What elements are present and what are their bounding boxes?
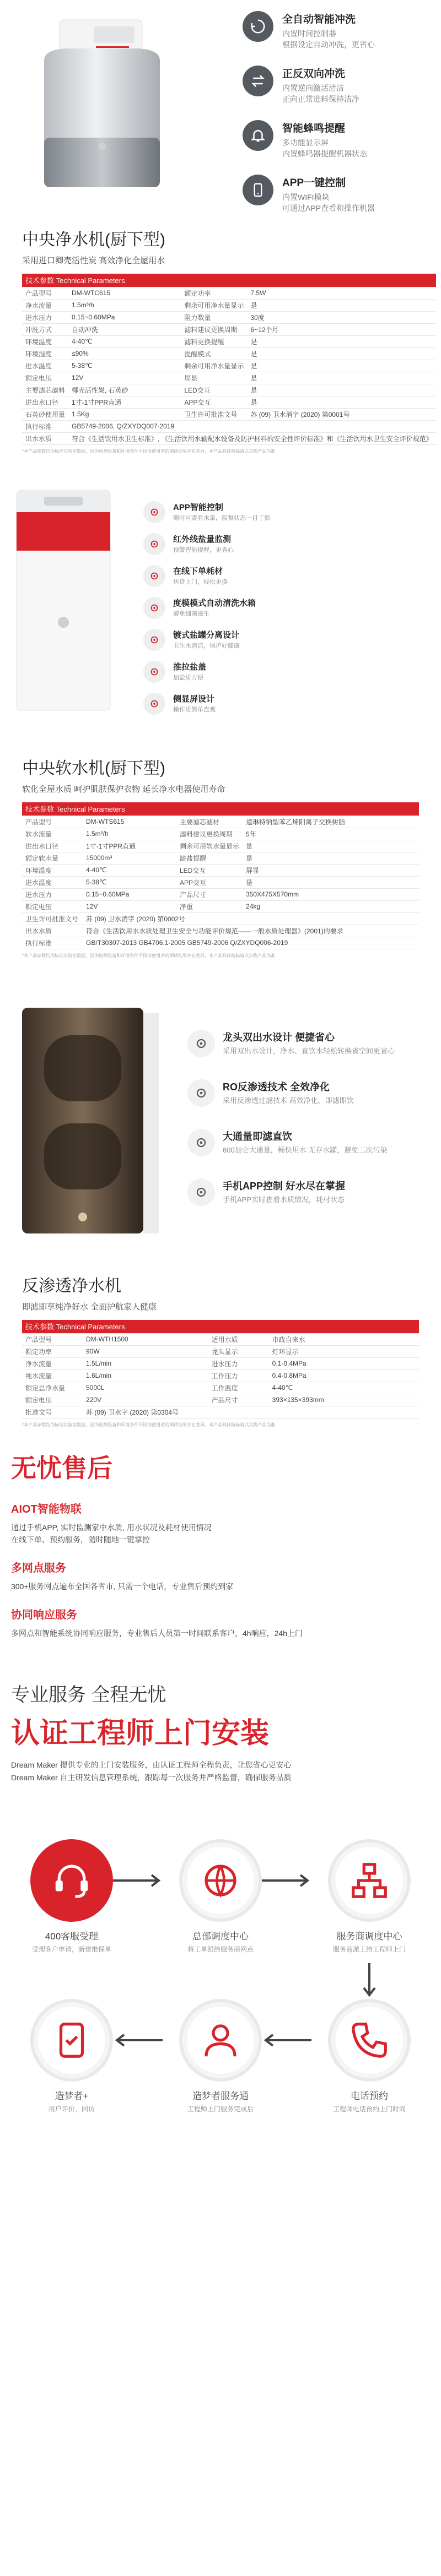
online-icon <box>143 565 165 587</box>
spec-value: 5年 <box>243 828 419 840</box>
flow-arrow-right <box>110 1872 165 1889</box>
feature-item <box>243 120 430 159</box>
spec-value: 灯环显示 <box>269 1345 419 1357</box>
spec-value: 1.5L/min <box>83 1357 208 1369</box>
spec-table <box>22 1320 419 1419</box>
feature-title: 侧显屏设计 <box>173 694 215 704</box>
feature-title: 全自动智能冲洗 <box>282 14 356 25</box>
section-subtitle: 软化全屋水质 呵护肌肤保护衣物 延长净水电器使用寿命 <box>22 785 225 794</box>
feature-desc: 可通过APP查看和操作机器 <box>282 204 375 213</box>
spec-value: 是 <box>243 876 419 888</box>
service-line: 通过手机APP, 实时监测家中水质, 用水状况及耗材使用情况 <box>11 1523 212 1532</box>
feature-list-3 <box>187 1030 430 1228</box>
spec-key: 滤料建议更换周期 <box>181 323 247 335</box>
spec-key: 纯水流量 <box>22 1369 83 1382</box>
table-row <box>22 372 436 384</box>
spec-value: 350X475X570mm <box>243 888 419 900</box>
spec-key: 剩余可用净水量显示 <box>181 299 247 311</box>
spec-value: 30度 <box>247 311 435 323</box>
spec-key: 工作温度 <box>208 1382 269 1394</box>
spec-key: 滤料更换提醒 <box>181 335 247 347</box>
flow-node-engineer <box>160 1999 281 2113</box>
spec-key: 卫生许可批准文号 <box>22 912 83 925</box>
flow-arrow-left <box>110 2032 165 2048</box>
feature-desc: 随时可查看水量，监督状态一目了然 <box>173 515 270 521</box>
spec-value: 屏显 <box>243 864 419 876</box>
faucet-icon <box>187 1030 215 1057</box>
spec-ro-purifier <box>0 1256 441 1443</box>
spec-value: 是 <box>247 396 435 408</box>
engineer-icon <box>179 1999 262 2082</box>
spec-value: 0.1-0.4MPa <box>269 1357 419 1369</box>
smart-flush-icon <box>243 11 273 42</box>
spec-note: *本产品参数均为标准实验室数据，因为检测设备和环境条件不同而使用者的测试结果存在差异，本产品具体指标请以实物产品为准 <box>22 448 276 454</box>
feedback-icon <box>30 1999 113 2082</box>
table-row <box>22 840 419 852</box>
feature-desc: 操作更简单直观 <box>173 707 216 713</box>
spec-key: 出水水质 <box>22 925 83 937</box>
flow-arrow-right <box>259 1872 314 1889</box>
spec-key: 环境温度 <box>22 335 68 347</box>
feature-desc: 正向正常进料保持洁净 <box>282 95 359 104</box>
feature-list-2 <box>143 501 430 725</box>
spec-key: 进水压力 <box>22 888 83 900</box>
table-row <box>22 432 436 444</box>
feature-desc: 内置逆向激活清洁 <box>282 84 344 93</box>
table-row <box>22 1394 419 1406</box>
feature-desc: 手机APP实时查看水质情况，耗材状态 <box>223 1195 345 1204</box>
service-title: 协同响应服务 <box>11 1609 77 1621</box>
table-row <box>22 299 436 311</box>
flow-node-phone <box>309 1999 430 2113</box>
spec-value: DM-WTH1500 <box>83 1333 208 1345</box>
spec-value: 24kg <box>243 900 419 912</box>
dispatch-icon <box>179 1839 262 1922</box>
flow-node-desc: 受理客户申请，新建维保单 <box>31 1945 111 1953</box>
feature-item <box>143 501 430 523</box>
service-block <box>11 1500 430 1546</box>
feature-item <box>243 11 430 50</box>
feature-desc: 采用双出水设计，净水、直饮水轻松转换省空间更省心 <box>223 1047 395 1055</box>
spec-value: 6~12个月 <box>247 323 435 335</box>
spec-key: 额定软水量 <box>22 852 83 864</box>
flow-node-name: 电话预约 <box>351 2091 388 2101</box>
table-row <box>22 396 436 408</box>
after-sales-title: 无忧售后 <box>11 1454 112 1482</box>
service-block <box>11 1559 430 1593</box>
pro-line: Dream Maker 提供专业的上门安装服务，由认证工程师全程负责，让您省心更安心 <box>11 1760 292 1769</box>
feature-desc: 避免细菌滋生 <box>173 611 209 617</box>
spec-table <box>22 274 436 445</box>
spec-value: 5000L <box>83 1382 208 1394</box>
table-row <box>22 912 419 925</box>
spec-value: DM-WTS615 <box>83 816 176 828</box>
spec-value: 符合《生活饮用水水质处理卫生安全与功能评价规范——一般水质处理器》(2001)的要求 <box>83 925 419 937</box>
flow-node-name: 造梦者服务通 <box>192 2091 249 2101</box>
spec-water-softener <box>0 738 441 997</box>
spec-value: 1.5Kg <box>68 408 181 420</box>
feature-title: 龙头双出水设计 便捷省心 <box>223 1032 335 1043</box>
spec-value: 是 <box>243 840 419 852</box>
spec-key: LED交互 <box>176 864 243 876</box>
table-row <box>22 347 436 360</box>
ro-icon <box>187 1079 215 1107</box>
table-header: 技术参数 Technical Parameters <box>22 802 419 816</box>
hero-water-softener <box>0 479 441 738</box>
ro-purifier-image <box>11 1002 165 1242</box>
feature-item <box>143 533 430 555</box>
spec-key: 提醒模式 <box>181 347 247 360</box>
spec-key: 剩余可用软水量显示 <box>176 840 243 852</box>
table-row <box>22 1345 419 1357</box>
feature-desc: 预警智能提醒，更省心 <box>173 547 234 553</box>
table-row <box>22 900 419 912</box>
table-row <box>22 360 436 372</box>
hardness-icon <box>143 597 165 619</box>
table-row <box>22 1369 419 1382</box>
table-row <box>22 287 436 299</box>
hero-central-purifier <box>0 0 441 213</box>
feature-title: 推拉盐盖 <box>173 662 207 672</box>
after-sales-section <box>0 1443 441 1674</box>
table-row <box>22 311 436 323</box>
app-icon <box>143 501 165 523</box>
flow-node-desc: 服务商派工给工程师上门 <box>332 1945 406 1953</box>
section-title: 反渗透净水机 <box>22 1277 121 1295</box>
spec-key: 石英砂使用量 <box>22 408 68 420</box>
spec-key: 额定电压 <box>22 372 68 384</box>
table-row <box>22 408 436 420</box>
spec-value: 0.4-0.8MPa <box>269 1369 419 1382</box>
feature-desc: 卫生水清洁，保护好健康 <box>173 643 240 649</box>
spec-value: 1.5m³/h <box>83 828 176 840</box>
spec-value: ≤90% <box>68 347 181 360</box>
spec-value: 12V <box>68 372 181 384</box>
spec-table <box>22 802 419 949</box>
spec-value: 15000m³ <box>83 852 176 864</box>
pro-title: 专业服务 全程无忧 <box>11 1684 166 1705</box>
feature-desc: 多功能显示屏 <box>282 138 329 147</box>
buzzer-icon <box>243 120 273 151</box>
spec-value: 是 <box>247 335 435 347</box>
table-row <box>22 1333 419 1345</box>
flow-arrow-left <box>259 2032 314 2048</box>
hero-ro-purifier <box>0 997 441 1256</box>
feature-item <box>143 597 430 619</box>
spec-key: 产品尺寸 <box>176 888 243 900</box>
spec-key: 出水水质 <box>22 432 68 444</box>
spec-key: 额定功率 <box>22 1345 83 1357</box>
spec-key: 批准文号 <box>22 1406 83 1418</box>
spec-key: 执行标准 <box>22 420 68 432</box>
feature-item <box>143 565 430 587</box>
pro-headline: 认证工程师上门安装 <box>11 1718 270 1749</box>
spec-key: 额定功率 <box>181 287 247 299</box>
feature-title: 在线下单耗材 <box>173 567 223 576</box>
spec-value: 道琳特钠型苯乙烯阳离子交换树脂 <box>243 816 419 828</box>
spec-note: *本产品参数均为标准实验室数据，因为检测设备和环境条件不同而使用者的测试结果存在差异，本产品具体指标请以实物产品为准 <box>22 953 276 958</box>
spec-key: 卫生许可批准文号 <box>181 408 247 420</box>
spec-value: 是 <box>247 299 435 311</box>
section-subtitle: 即滤即享纯净好水 全面护航家人健康 <box>22 1302 157 1312</box>
spec-key: 额定电压 <box>22 1394 83 1406</box>
table-row <box>22 888 419 900</box>
spec-value: 苏 (09) 卫水字 (2020) 第0304号 <box>83 1406 419 1418</box>
service-title: 多网点服务 <box>11 1562 66 1574</box>
customer-service-icon <box>30 1839 113 1922</box>
spec-key: 软水流量 <box>22 828 83 840</box>
spec-key: 产品型号 <box>22 816 83 828</box>
spec-value: 7.5W <box>247 287 435 299</box>
flow-node-desc: 用户评价，回访 <box>48 2105 95 2113</box>
feature-desc: 600加仑大通量，畅快用水 无存水罐，避免二次污染 <box>223 1146 388 1154</box>
flow-node-name: 服务商调度中心 <box>336 1931 402 1942</box>
network-icon <box>328 1839 411 1922</box>
spec-key: 阻力数量 <box>181 311 247 323</box>
spec-key: 执行标准 <box>22 937 83 949</box>
flow-node-network <box>309 1839 430 1954</box>
spec-key: 环境温度 <box>22 864 83 876</box>
spec-value: GB5749-2006, Q/ZXYDQ007-2019 <box>68 420 436 432</box>
spec-value: 椰壳活性炭, 石英砂 <box>68 384 181 396</box>
infrared-icon <box>143 533 165 555</box>
feature-title: 正反双向冲洗 <box>282 68 346 80</box>
filter-icon <box>143 629 165 651</box>
table-row <box>22 1406 419 1418</box>
service-line: 300+服务网点遍布全国各省市, 只需一个电话，专业售后预约到家 <box>11 1582 234 1591</box>
spec-key: 进水温度 <box>22 360 68 372</box>
feature-title: RO反渗透技术 全效净化 <box>223 1082 330 1093</box>
feature-desc: 加盐更方便 <box>173 675 203 681</box>
spec-value: 是 <box>247 384 435 396</box>
service-block <box>11 1606 430 1639</box>
spec-value: 市政自来水 <box>269 1333 419 1345</box>
service-flow <box>0 1839 441 2137</box>
flow-node-desc: 将工单派给服务商网点 <box>187 1945 254 1953</box>
spec-central-purifier <box>0 204 441 479</box>
feature-item <box>187 1030 430 1057</box>
feature-item <box>187 1178 430 1206</box>
table-row <box>22 864 419 876</box>
spec-key: 剩余可用净水量显示 <box>181 360 247 372</box>
spec-value: 1.6L/min <box>83 1369 208 1382</box>
spec-key: 进水温度 <box>22 876 83 888</box>
spec-key: 额定电压 <box>22 900 83 912</box>
feature-title: APP一键控制 <box>282 177 346 189</box>
feature-title: 手机APP控制 好水尽在掌握 <box>223 1181 346 1192</box>
feature-item <box>243 66 430 105</box>
flow-node-desc: 工程师上门服务完成后 <box>187 2105 254 2113</box>
screen-icon <box>143 693 165 715</box>
spec-value: 苏 (09) 卫水消字 (2020) 第0002号 <box>83 912 419 925</box>
spec-key: 缺盐提醒 <box>176 852 243 864</box>
table-row <box>22 1357 419 1369</box>
spec-value: 是 <box>247 360 435 372</box>
section-title: 中央软水机(厨下型) <box>22 759 165 778</box>
spec-key: 主要滤芯滤材 <box>176 816 243 828</box>
table-row <box>22 925 419 937</box>
flow-node-feedback <box>11 1999 132 2113</box>
table-row <box>22 852 419 864</box>
feature-list-1 <box>243 11 430 229</box>
spec-key: 冲洗方式 <box>22 323 68 335</box>
spec-key: 主要滤芯滤料 <box>22 384 68 396</box>
phone-icon <box>328 1999 411 2082</box>
spec-value: 4-40℃ <box>68 335 181 347</box>
spec-key: 龙头显示 <box>208 1345 269 1357</box>
table-row <box>22 335 436 347</box>
feature-title: 大通量即滤直饮 <box>223 1131 292 1142</box>
spec-value: 是 <box>247 347 435 360</box>
spec-key: 进水压力 <box>22 311 68 323</box>
spec-value: 苏 (09) 卫水消字 (2020) 第0001号 <box>247 408 435 420</box>
table-row <box>22 323 436 335</box>
table-row <box>22 1382 419 1394</box>
pro-service-section <box>0 1674 441 1839</box>
service-line: 在线下单、预约服务，随时随地一键掌控 <box>11 1535 150 1544</box>
salt-icon <box>143 661 165 683</box>
feature-item <box>187 1129 430 1156</box>
table-row <box>22 876 419 888</box>
spec-key: APP交互 <box>181 396 247 408</box>
flow-arrow-down <box>361 1960 378 1999</box>
flow-node-name: 造梦者+ <box>55 2091 89 2101</box>
service-line: 多网点和智能系统协同响应服务，专业售后人员第一时间联系客户，4h响应，24h上门 <box>11 1629 303 1638</box>
flow-node-name: 400客服受理 <box>45 1931 99 1942</box>
feature-title: APP智能控制 <box>173 503 223 512</box>
feature-item <box>143 693 430 715</box>
feature-title: 智能蜂鸣提醒 <box>282 123 346 134</box>
spec-value: 5-38℃ <box>68 360 181 372</box>
spec-value: 220V <box>83 1394 208 1406</box>
spec-value: 是 <box>243 852 419 864</box>
flow-node-desc: 工程师电话预约上门时间 <box>332 2105 406 2113</box>
spec-key: 净重 <box>176 900 243 912</box>
flow-node-customer-service <box>11 1839 132 1954</box>
spec-value: 1寸-1寸PPR直通 <box>68 396 181 408</box>
flow-icon <box>187 1129 215 1156</box>
feature-desc: 内置WIFI模块 <box>282 193 330 202</box>
feature-desc: 根据设定自动冲洗，更省心 <box>282 40 375 49</box>
flow-node-dispatch <box>160 1839 281 1954</box>
reverse-flush-icon <box>243 66 273 96</box>
spec-key: LED交互 <box>181 384 247 396</box>
feature-item <box>143 661 430 683</box>
feature-title: 度模模式自动清洗水箱 <box>173 599 256 608</box>
spec-value: 1.5m³/h <box>68 299 181 311</box>
table-row <box>22 937 419 949</box>
flow-node-name: 总部调度中心 <box>192 1931 249 1942</box>
spec-key: 产品型号 <box>22 287 68 299</box>
phone-icon <box>187 1178 215 1206</box>
table-header: 技术参数 Technical Parameters <box>22 274 436 287</box>
spec-value: DM-WTC615 <box>68 287 181 299</box>
spec-value: 4-40℃ <box>83 864 176 876</box>
feature-desc: 内置蜂鸣器提醒机器状态 <box>282 149 367 158</box>
pro-line: Dream Maker 自主研发信息管理系统，跟踪每一次服务并严格监督，确保服务品质 <box>11 1773 292 1782</box>
spec-value: 自动冲洗 <box>68 323 181 335</box>
table-header: 技术参数 Technical Parameters <box>22 1320 419 1333</box>
spec-value: 0.15~0.60MPa <box>68 311 181 323</box>
table-row <box>22 384 436 396</box>
spec-key: 产品尺寸 <box>208 1394 269 1406</box>
spec-value: 0.15~0.60MPa <box>83 888 176 900</box>
spec-key: 净水流量 <box>22 1357 83 1369</box>
spec-value: 393×135×393mm <box>269 1394 419 1406</box>
spec-key: 环境湿度 <box>22 347 68 360</box>
water-softener-image <box>11 485 116 719</box>
table-row <box>22 816 419 828</box>
spec-value: 12V <box>83 900 176 912</box>
spec-key: 进出水口径 <box>22 396 68 408</box>
central-purifier-image <box>22 17 209 201</box>
spec-value: 1寸-1寸PPR直通 <box>83 840 176 852</box>
table-row <box>22 420 436 432</box>
feature-desc: 采用反渗透过滤技术 高效净化，即滤即饮 <box>223 1096 354 1105</box>
service-title: AIOT智能物联 <box>11 1503 82 1515</box>
feature-title: 镀式盐罐分离设计 <box>173 631 240 640</box>
spec-key: 进出水口径 <box>22 840 83 852</box>
feature-desc: 送货上门，轻松更换 <box>173 579 228 585</box>
feature-item <box>187 1079 430 1107</box>
feature-item <box>143 629 430 651</box>
spec-value: 5-38℃ <box>83 876 176 888</box>
spec-key: 产品型号 <box>22 1333 83 1345</box>
spec-key: 滤料建议更换周期 <box>176 828 243 840</box>
section-title: 中央净水机(厨下型) <box>22 231 165 249</box>
spec-value: 是 <box>247 372 435 384</box>
spec-value: 90W <box>83 1345 208 1357</box>
spec-key: APP交互 <box>176 876 243 888</box>
spec-key: 额定总净水量 <box>22 1382 83 1394</box>
feature-title: 红外线盐量监测 <box>173 535 232 544</box>
app-control-icon <box>243 175 273 205</box>
feature-desc: 内置时间控制器 <box>282 29 336 38</box>
spec-key: 适用水质 <box>208 1333 269 1345</box>
spec-value: GB/T30307-2013 GB4706.1-2005 GB5749-2006 Q/ZXYDQ006-2019 <box>83 937 419 949</box>
table-row <box>22 828 419 840</box>
section-subtitle: 采用进口卿壳活性炭 高效净化全屋用水 <box>22 256 165 265</box>
spec-value: 4-40℃ <box>269 1382 419 1394</box>
spec-note: *本产品参数均为标准实验室数据，因为检测设备和环境条件不同而使用者的测试结果存在差异，本产品具体指标请以实物产品为准 <box>22 1422 276 1427</box>
spec-key: 进水压力 <box>208 1357 269 1369</box>
spec-key: 屏显 <box>181 372 247 384</box>
spec-key: 工作压力 <box>208 1369 269 1382</box>
spec-value: 符合《生活饮用水卫生标准》, 《生活饮用水输配水设备及防护材料的安全性评价标准》和《生活饮用水卫生安全评价规范》 <box>68 432 436 444</box>
spec-key: 净水流量 <box>22 299 68 311</box>
